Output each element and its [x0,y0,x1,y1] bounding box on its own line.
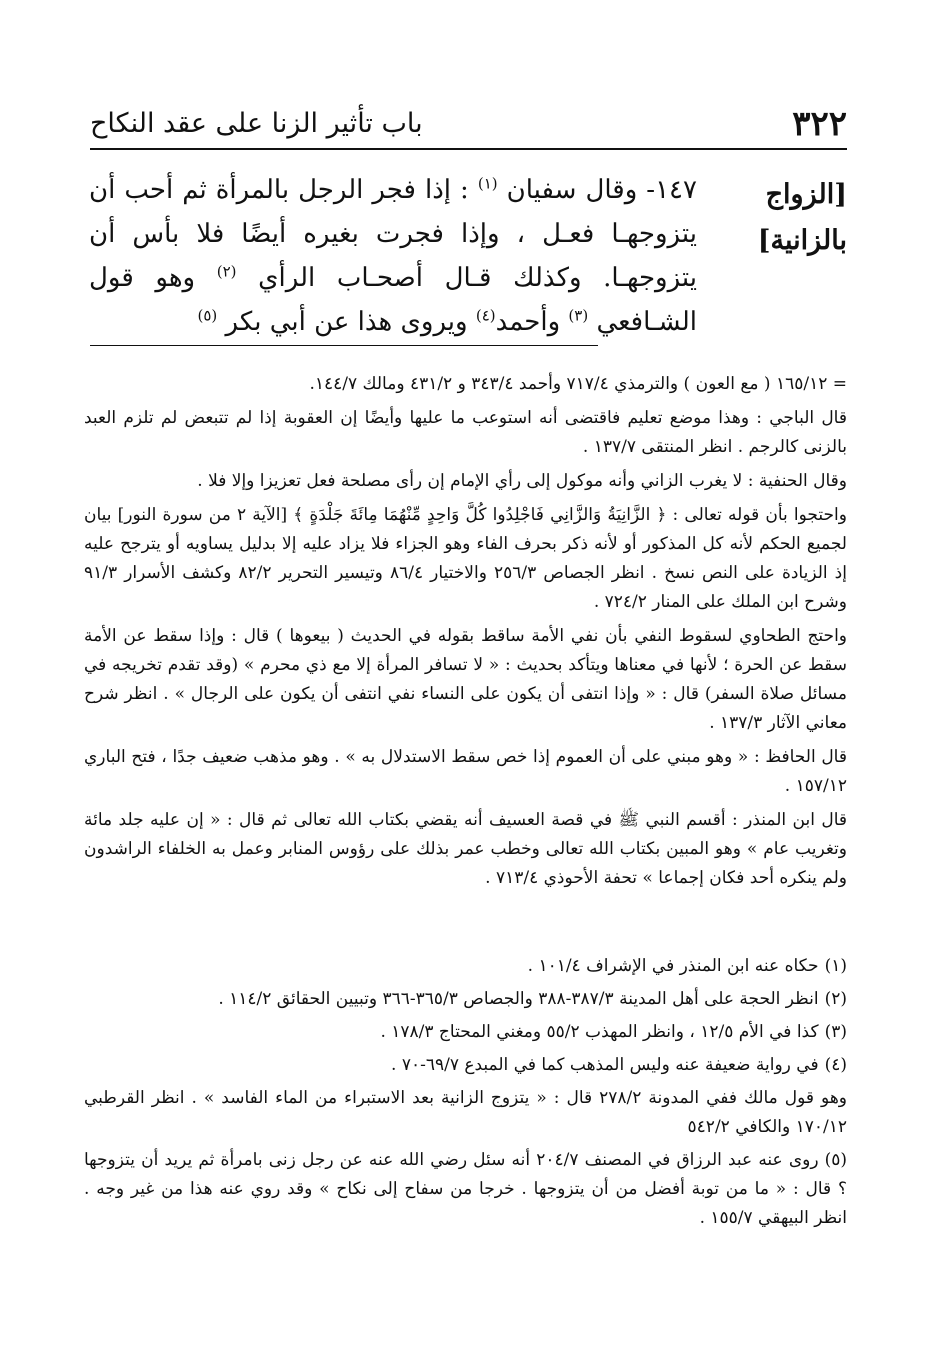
footnote-text: حكاه عنه ابن المنذر في الإشراف ١٠١/٤ . [527,956,819,976]
footnote-continuation: وهو قول مالك ففي المدونة ٢٧٨/٢ قال : « يتزوج الزانية بعد الاستبراء من الماء الفاسد » . انظر القرطبي ١٧٠/١٢ والكافي ٥٤٢/٢ [84,1088,847,1137]
footnote-number: (٢) [824,989,847,1009]
margin-note: [الزواج بالزانية] [757,179,847,256]
commentary-paragraph: واحتجوا بأن قوله تعالى : ﴿ الزَّانِيَةُ وَالزَّانِي فَاجْلِدُوا كُلَّ وَاحِدٍ مِّنْهُمَا مِائَةَ جَلْدَةٍ ﴾ [الآية ٢ من سورة النور] بيان لجميع الحكم لأنه كل المذكور أو لأنه ذكر بحرف الفاء وهو الجزاء فلا يزاد عليه إلا بدليل يساويه أو يترجح عليه إذ الزيادة على النص نسخ . انظر الجصاص ٢٥٦/٣ والاختيار ٨٦/٤ وتيسير التحرير ٨٢/٢ وكشف الأسرار ٩١/٣ وشرح ابن الملك على المنار ٧٢٤/٢ . [84,505,847,612]
main-text-part: ١٤٧- وقال سفيان [497,175,697,205]
main-text-part: : إذا فجر الرجل بالمرأة ثم أحب أن يتزوجهـا فعـل ، وإذا فجرت بغيره أيضًا فلا بأس أن يتزوجهـا. وكذلك قـال أصحـاب الرأي [89,175,697,293]
page-header [90,92,847,150]
commentary-paragraph: قال ابن المنذر : أقسم النبي ﷺ في قصة العسيف أنه يقضي بكتاب الله تعالى ثم قال : « إن عليه جلد مائة وتغريب عام » وهو المبين بكتاب الله تعالى وخطب عمر بذلك على رؤوس المنابر وعمل به الخلفاء الراشدون ولم ينكره أحد فكان إجماعا » تحفة الأحوذي ٧١٣/٤ . [84,810,847,888]
footnotes-block [84,952,847,1237]
footnote-ref-3: (٣) [568,306,589,325]
main-paragraph [89,168,697,344]
footnote [84,952,847,981]
footnote-number: (١) [824,956,847,976]
footnote-number: (٤) [824,1055,847,1075]
running-title: باب تأثير الزنا على عقد النكاح [90,108,423,139]
footnote-ref-1: (١) [477,174,498,193]
page-number: ٣٢٢ [792,104,847,144]
footnote [84,1051,847,1080]
footnote-text: انظر الحجة على أهل المدينة ٣٨٧/٣-٣٨٨ والجصاص ٣٦٥/٣-٣٦٦ وتبيين الحقائق ١١٤/٢ . [218,989,819,1009]
footnote [84,1018,847,1047]
main-text-part: ويروى هذا عن أبي بكر [217,307,476,337]
footnote-ref-4: (٤) [475,306,496,325]
commentary-paragraph: = ١٦٥/١٢ ( مع العون ) والترمذي ٧١٧/٤ وأحمد ٣٤٣/٤ و ٤٣١/٢ ومالك ١٤٤/٧. [309,374,847,394]
footnote [84,1146,847,1233]
footnote-number: (٥) [824,1150,847,1170]
main-text-block [89,168,847,346]
footnote [84,985,847,1014]
footnote-text: روى عنه عبد الرزاق في المصنف ٢٠٤/٧ أنه سئل رضي الله عنه عن رجل زنى بامرأة ثم يريد أن يتزوجها ؟ قال : « ما من توبة أفضل من أن يتزوجها . خرجا من سفاح إلى نكاح » وقد روي عنه هذا من غير وجه . انظر البيهقي ١٥٥/٧ . [84,1150,847,1228]
footnote-text: في رواية ضعيفة عنه وليس المذهب كما في المبدع ٦٩/٧-٧٠ . [391,1055,819,1075]
commentary-paragraph: واحتج الطحاوي لسقوط النفي بأن نفي الأمة ساقط بقوله في الحديث ( بيعوها ) قال : وإذا سقط عن الأمة سقط عن الحرة ؛ لأنها في معناها ويتأكد بحديث : « لا تسافر المرأة إلا مع ذي محرم » (وقد تقدم تخريجه في مسائل صلاة السفر) قال : « وإذا انتفى أن يكون على النساء نفي انتفى أن يكون على الرجال » . انظر شرح معاني الآثار ١٣٧/٣ . [84,626,847,733]
footnote-number: (٣) [824,1022,847,1042]
footnote-text: كذا في الأم ١٢/٥ ، وانظر المهذب ٥٥/٢ ومغني المحتاج ١٧٨/٣ . [380,1022,819,1042]
commentary-paragraph: وقال الحنفية : لا يغرب الزاني وأنه موكول إلى رأي الإمام إن رأى مصلحة فعل تعزيزا وإلا فلا . [197,471,847,491]
commentary-block [84,370,847,898]
footnote-ref-5: (٥) [197,306,218,325]
main-text-part: وهو قول الشـافعي [89,263,697,337]
footnote-divider [90,345,598,346]
commentary-paragraph: قال الحافظ : « وهو مبني على أن العموم إذا خص سقط الاستدلال به » . وهو مذهب ضعيف جدًا ، فتح الباري ١٥٧/١٢ . [84,747,847,796]
commentary-paragraph: قال الباجي : وهذا موضع تعليم فاقتضى أنه استوعب ما عليها وأيضًا إن العقوبة إذا لم تتبعض لم تلزم العبد بالزنى كالرجم . انظر المنتقى ١٣٧/٧ . [84,408,847,457]
footnote-ref-2: (٢) [216,262,237,281]
main-text-part: وأحمد [495,307,569,337]
